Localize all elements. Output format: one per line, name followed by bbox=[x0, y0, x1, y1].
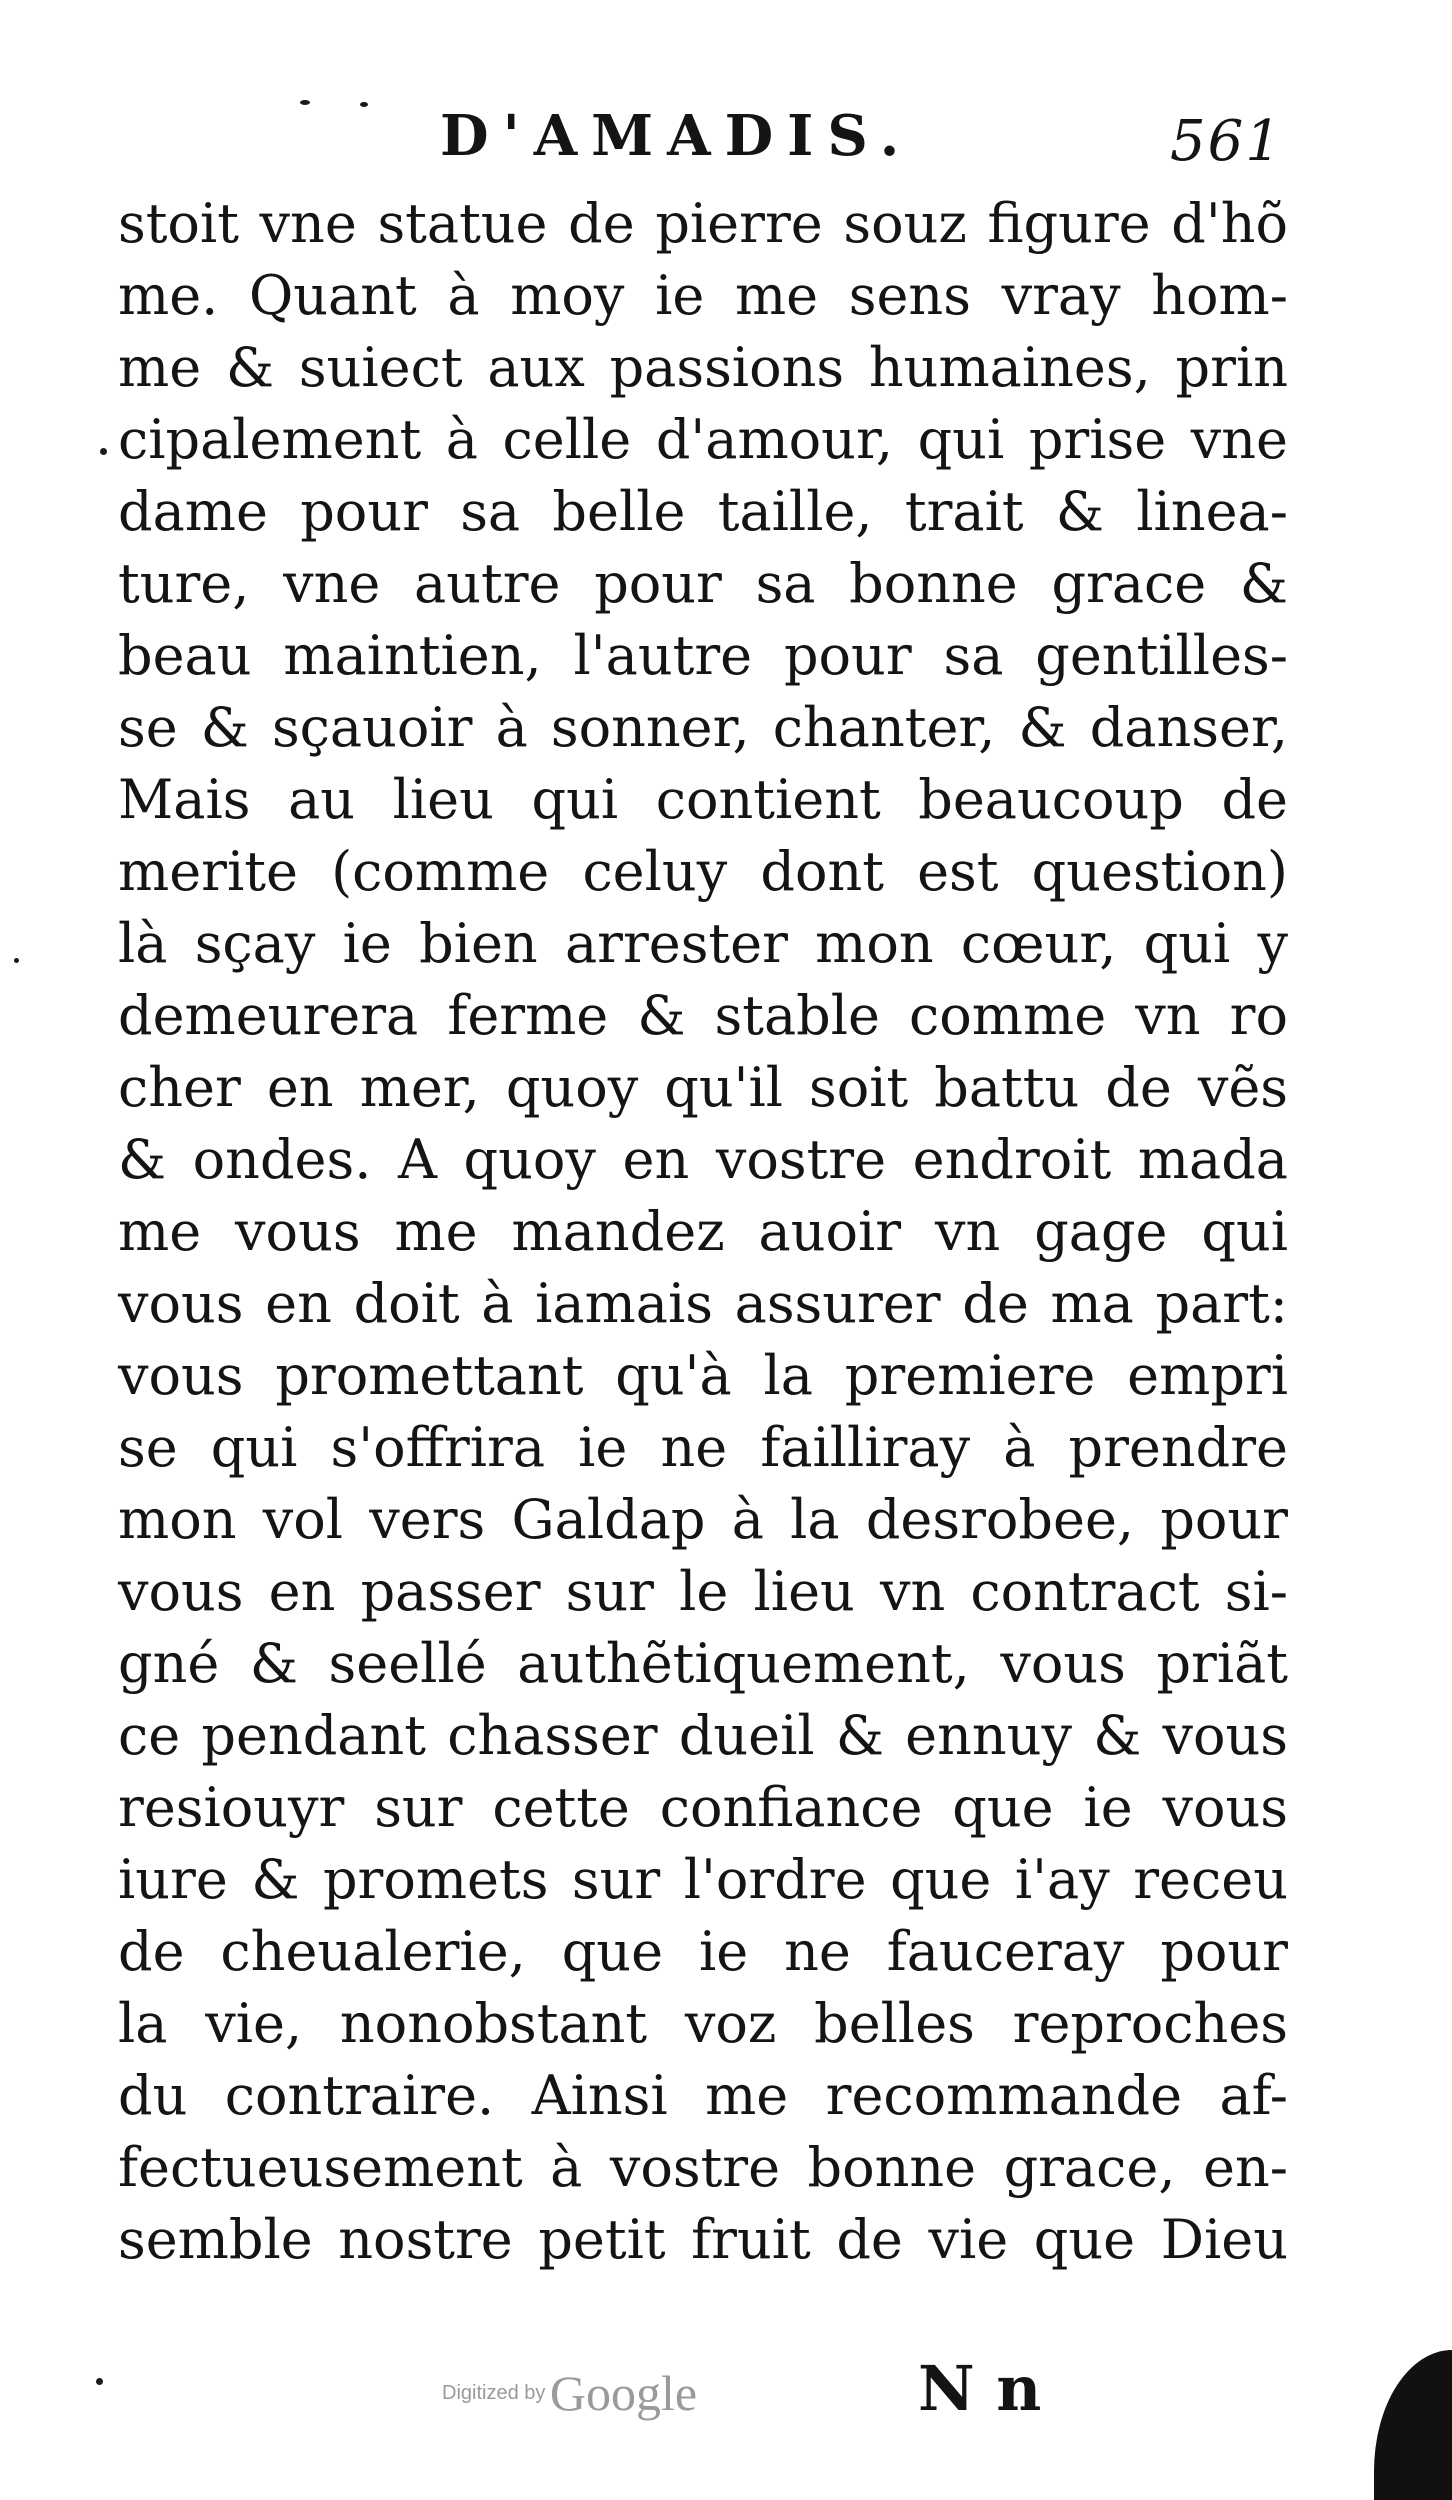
text-line: se & sçauoir à sonner, chanter, & danser, bbox=[118, 696, 1288, 759]
text-line: là sçay ie bien arrester mon cœur, qui y bbox=[118, 912, 1288, 975]
text-line: semble nostre petit fruit de vie que Dieu bbox=[118, 2208, 1288, 2271]
text-line: fectueusement à vostre bonne grace, en- bbox=[118, 2136, 1288, 2199]
text-line: cipalement à celle d'amour, qui prise vne bbox=[118, 408, 1288, 471]
ink-speck bbox=[96, 2378, 103, 2385]
page-number: 561 bbox=[1170, 109, 1283, 174]
ink-speck bbox=[300, 100, 310, 105]
page-corner-shadow bbox=[1374, 2350, 1452, 2500]
text-line: vous promettant qu'à la premiere empri bbox=[118, 1344, 1288, 1407]
text-line: demeurera ferme & stable comme vn ro bbox=[118, 984, 1288, 1047]
digitization-watermark bbox=[442, 2365, 698, 2421]
ink-speck bbox=[100, 448, 107, 455]
text-line: cher en mer, quoy qu'il soit battu de vẽs bbox=[118, 1056, 1288, 1119]
text-line: ture, vne autre pour sa bonne grace & bbox=[118, 552, 1288, 615]
text-line: mon vol vers Galdap à la desrobee, pour bbox=[118, 1488, 1288, 1551]
text-line: ce pendant chasser dueil & ennuy & vous bbox=[118, 1704, 1288, 1767]
text-line: vous en doit à iamais assurer de ma part: bbox=[118, 1272, 1288, 1335]
text-line: vous en passer sur le lieu vn contract si- bbox=[118, 1560, 1288, 1623]
text-line: me vous me mandez auoir vn gage qui bbox=[118, 1200, 1288, 1263]
text-line: la vie, nonobstant voz belles reproches bbox=[118, 1992, 1288, 2055]
text-line: gné & seellé authẽtiquement, vous priãt bbox=[118, 1632, 1288, 1695]
running-head: D'AMADIS. bbox=[440, 103, 914, 169]
text-line: du contraire. Ainsi me recommande af- bbox=[118, 2064, 1288, 2127]
text-line: merite (comme celuy dont est question) bbox=[118, 840, 1288, 903]
text-line: de cheualerie, que ie ne fauceray pour bbox=[118, 1920, 1288, 1983]
text-line: beau maintien, l'autre pour sa gentilles- bbox=[118, 624, 1288, 687]
ink-speck bbox=[360, 102, 368, 107]
text-line: stoit vne statue de pierre souz figure d'hõ bbox=[118, 192, 1288, 255]
watermark-prefix: Digitized by bbox=[442, 2382, 546, 2404]
text-line: me & suiect aux passions humaines, prin bbox=[118, 336, 1288, 399]
text-line: iure & promets sur l'ordre que i'ay receu bbox=[118, 1848, 1288, 1911]
body-text bbox=[118, 188, 1288, 2276]
text-line: se qui s'offrira ie ne failliray à prendre bbox=[118, 1416, 1288, 1479]
text-line: dame pour sa belle taille, trait & linea- bbox=[118, 480, 1288, 543]
text-line: me. Quant à moy ie me sens vray hom- bbox=[118, 264, 1288, 327]
text-line: & ondes. A quoy en vostre endroit mada bbox=[118, 1128, 1288, 1191]
ink-speck bbox=[14, 958, 19, 963]
text-line: Mais au lieu qui contient beaucoup de bbox=[118, 768, 1288, 831]
signature-mark: N n bbox=[918, 2352, 1042, 2425]
watermark-brand: Google bbox=[549, 2365, 698, 2421]
text-line: resiouyr sur cette confiance que ie vous bbox=[118, 1776, 1288, 1839]
